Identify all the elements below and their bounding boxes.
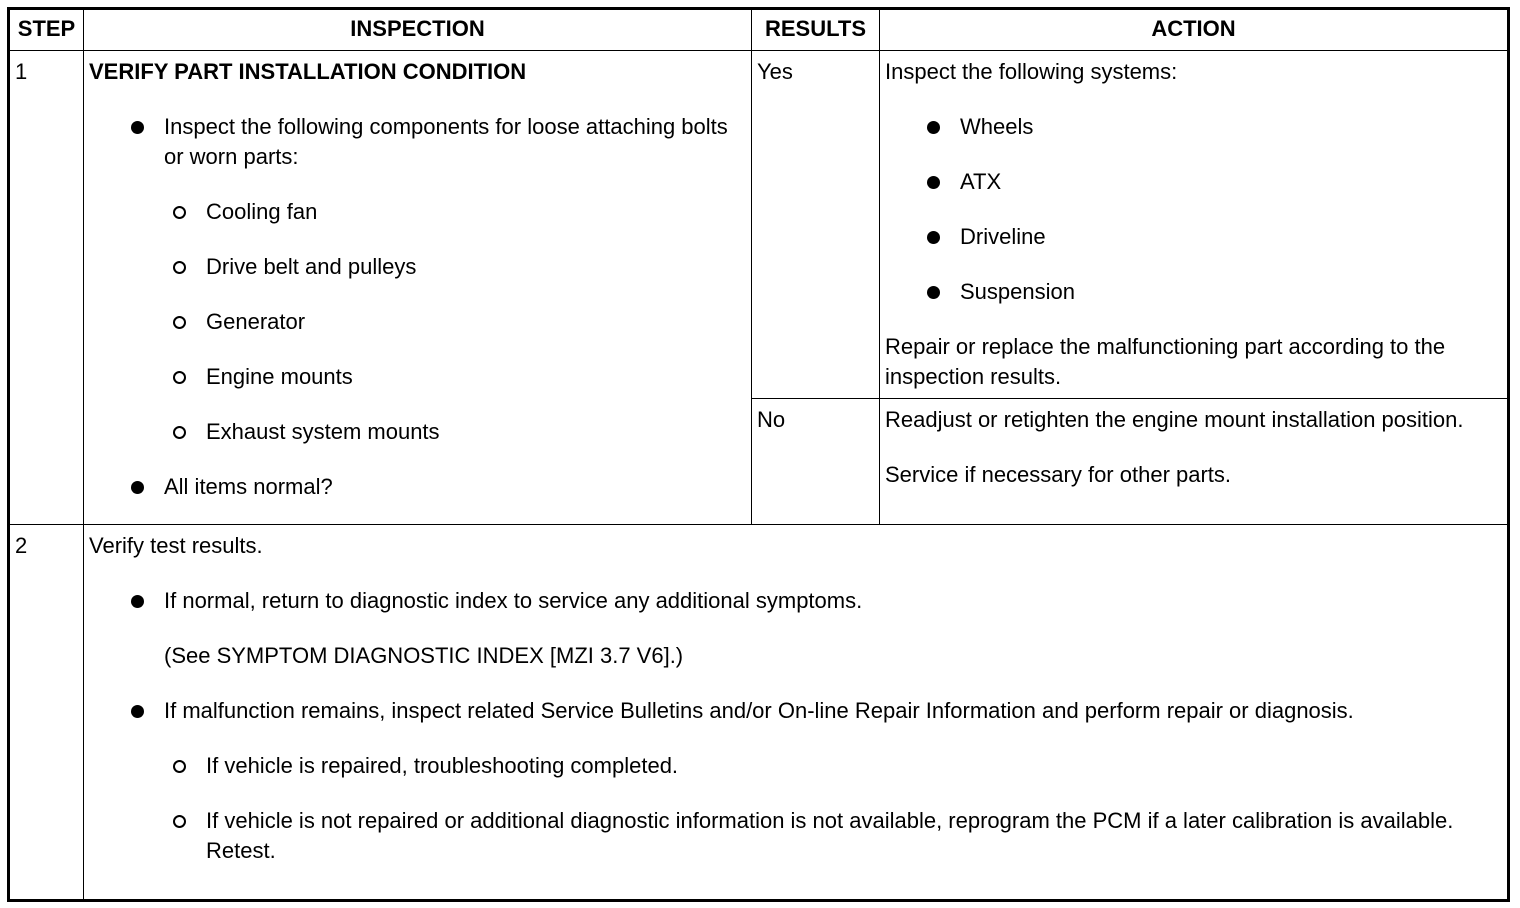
step1-yes-repair: Repair or replace the malfunctioning part according to the inspection results. [885, 334, 1446, 389]
step2-see-reference: (See SYMPTOM DIAGNOSTIC INDEX [MZI 3.7 V6].) [164, 643, 684, 668]
list-item [131, 696, 1501, 866]
list-item: If vehicle is not repaired or additional diagnostic information is not available, reprogram the PCM if a later calibration is available. Retest. [173, 806, 1501, 866]
step1-bullet1-text: Inspect the following components for loose attaching bolts or worn parts: [164, 114, 728, 169]
step2-title: Verify test results. [89, 533, 263, 558]
step1-yes-result: Yes [752, 51, 880, 399]
step1-inspection-cell [84, 51, 752, 525]
header-step: STEP [9, 9, 84, 51]
step1-no-action1: Readjust or retighten the engine mount installation position. [885, 407, 1464, 432]
step1-no-action2: Service if necessary for other parts. [885, 462, 1232, 487]
step2-row [9, 525, 1509, 901]
list-item: Generator [173, 307, 745, 337]
list-item: Suspension [927, 277, 1501, 307]
step1-number: 1 [9, 51, 84, 525]
list-item: Wheels [927, 112, 1501, 142]
step1-yes-action-cell [880, 51, 1509, 399]
list-item: Drive belt and pulleys [173, 252, 745, 282]
list-item: Engine mounts [173, 362, 745, 392]
header-row [9, 9, 1509, 51]
step2-bullet1-text: If normal, return to diagnostic index to service any additional symptoms. [164, 588, 863, 613]
step1-bullet-list [89, 112, 745, 502]
list-item [131, 586, 1501, 671]
list-item [131, 112, 745, 447]
list-item: Exhaust system mounts [173, 417, 745, 447]
step1-no-action-cell [880, 399, 1509, 525]
step2-sub-list [131, 751, 1501, 866]
step2-bullet2-text: If malfunction remains, inspect related Service Bulletins and/or On-line Repair Information and perform repair or diagnosis. [164, 698, 1354, 723]
header-results: RESULTS [752, 9, 880, 51]
list-item: All items normal? [131, 472, 745, 502]
list-item: If vehicle is repaired, troubleshooting completed. [173, 751, 1501, 781]
step1-no-result: No [752, 399, 880, 525]
list-item: Cooling fan [173, 197, 745, 227]
step2-bullet-list [89, 586, 1501, 866]
step2-cell [84, 525, 1509, 901]
step1-yes-intro: Inspect the following systems: [885, 59, 1178, 84]
step2-number: 2 [9, 525, 84, 901]
list-item: ATX [927, 167, 1501, 197]
diagnostic-table [7, 7, 1510, 902]
list-item: Driveline [927, 222, 1501, 252]
header-inspection: INSPECTION [84, 9, 752, 51]
component-list [131, 197, 745, 447]
header-action: ACTION [880, 9, 1509, 51]
step1-yes-row [9, 51, 1509, 399]
systems-list [885, 112, 1501, 307]
step1-title: VERIFY PART INSTALLATION CONDITION [89, 59, 527, 84]
